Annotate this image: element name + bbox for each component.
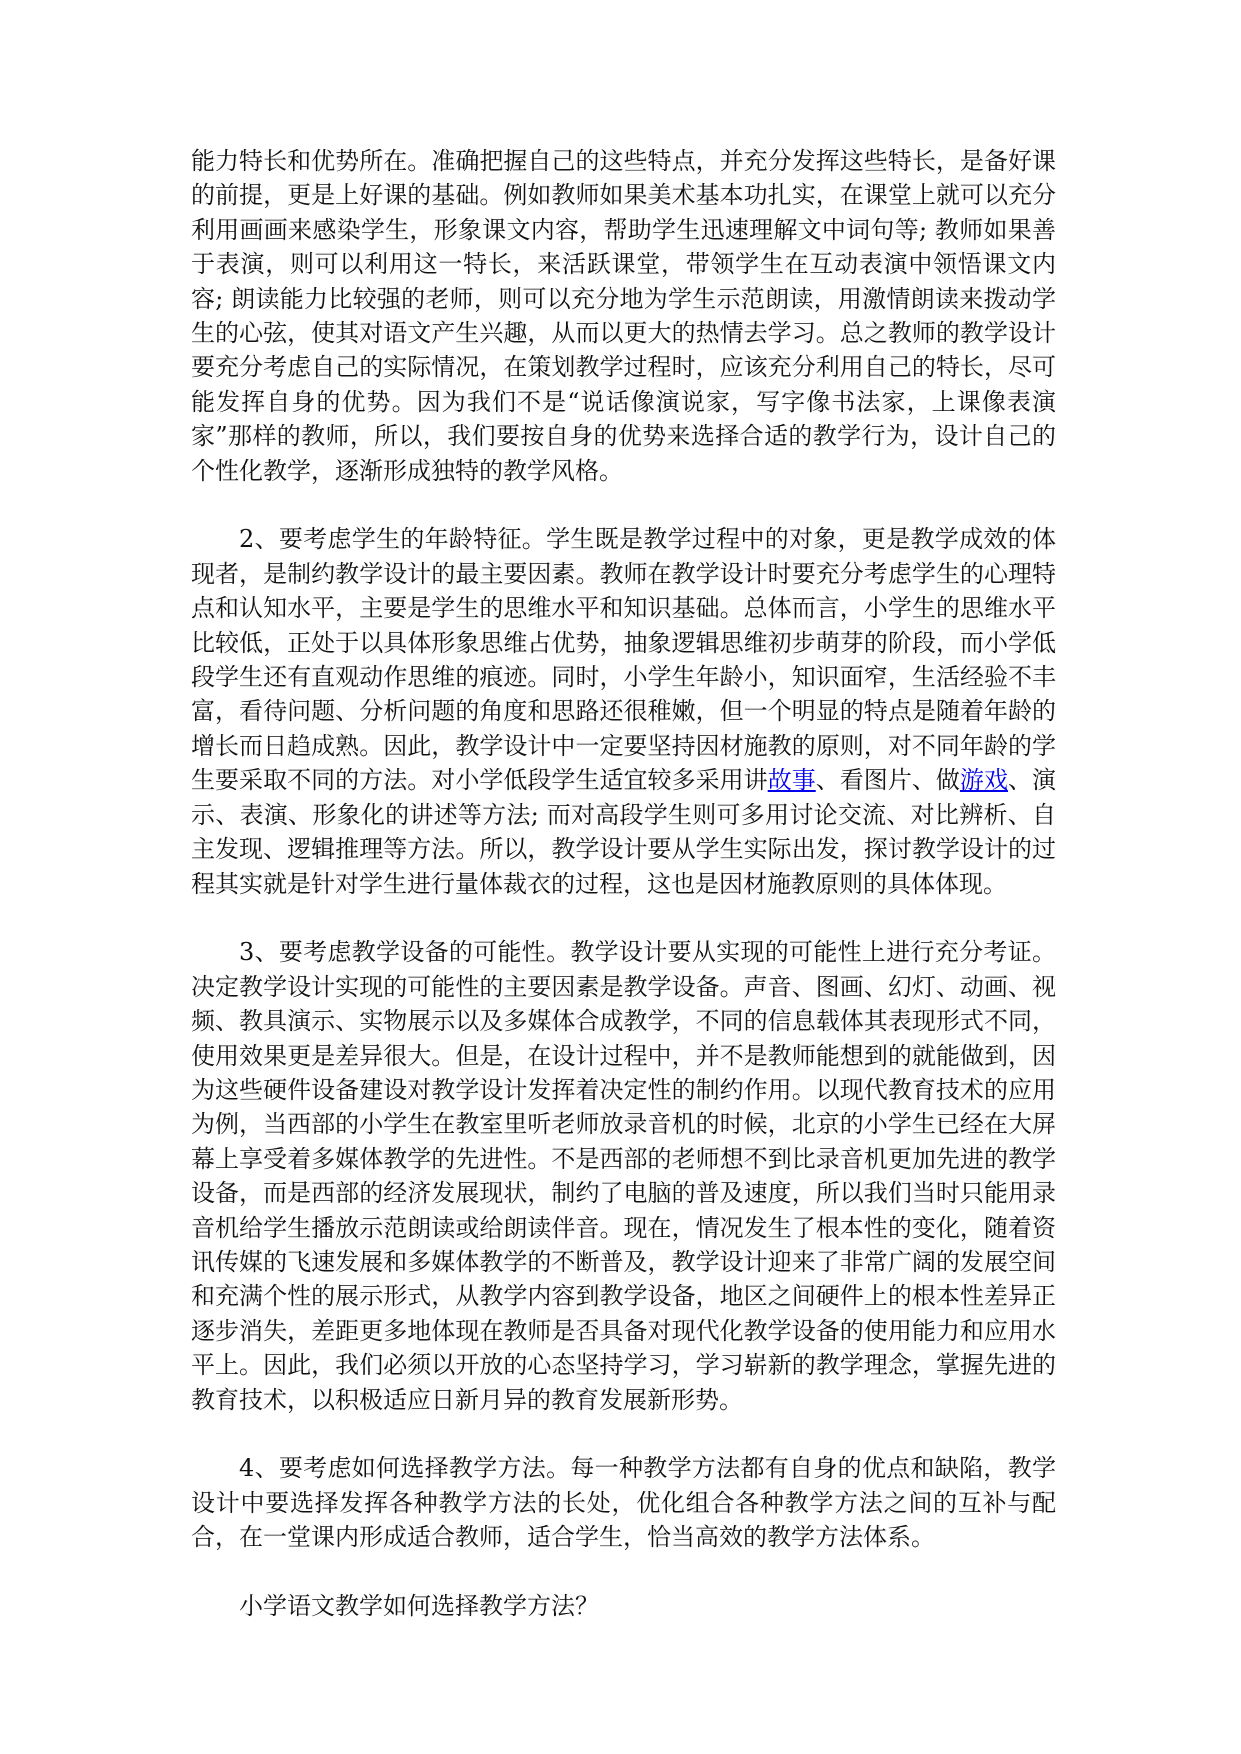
paragraph-teaching-methods: 4、要考虑如何选择教学方法。每一种教学方法都有自身的优点和缺陷，教学设计中要选择发挥各种教学方法的长处，优化组合各种教学方法之间的互补与配合，在一堂课内形成适合教师，适合学生，恰当高效的教学方法体系。 (191, 1454, 1056, 1552)
paragraph-text-segment: 2、要考虑学生的年龄特征。学生既是教学过程中的对象，更是教学成效的体现者，是制约教学设计的最主要因素。教师在教学设计时要充分考虑学生的心理特点和认知水平，主要是学生的思维水平和知识基础。总体而言，小学生的思维水平比较低，正处于以具体形象思维占优势，抽象逻辑思维初步萌芽的阶段，而小学低段学生还有直观动作思维的痕迹。同时，小学生年龄小，知识面窄，生活经验不丰富，看待问题、分析问题的角度和思路还很稚嫩，但一个明显的特点是随着年龄的增长而日趋成熟。因此，教学设计中一定要坚持因材施教的原则，对不同年龄的学生要采取不同的方法。对小学低段学生适宜较多采用讲 (191, 525, 1056, 795)
paragraph-teacher-strengths: 能力特长和优势所在。准确把握自己的这些特点，并充分发挥这些特长，是备好课的前提，更是上好课的基础。例如教师如果美术基本功扎实，在课堂上就可以充分利用画画来感染学生，形象课文内容，帮助学生迅速理解文中词句等; 教师如果善于表演，则可以利用这一特长，来活跃课堂，带领学生在互动表演中领悟课文内容; 朗读能力比较强的老师，则可以充分地为学生示范朗读，用激情朗读来拨动学生的心弦，使其对语文产生兴趣，从而以更大的热情去学习。总之教师的教学设计要充分考虑自己的实际情况，在策划教学过程时，应该充分利用自己的特长，尽可能发挥自身的优势。因为我们不是“说话像演说家，写字像书法家，上课像表演家”那样的教师，所以，我们要按自身的优势来选择合适的教学行为，设计自己的个性化教学，逐渐形成独特的教学风格。 (191, 147, 1056, 485)
document-page (191, 144, 1056, 1623)
paragraph-text-segment: 、演示、表演、形象化的讲述等方法; 而对高段学生则可多用讨论交流、对比辨析、自主发现、逻辑推理等方法。所以，教学设计要从学生实际出发，探讨教学设计的过程其实就是针对学生进行量体裁衣的过程，这也是因材施教原则的具体体现。 (191, 766, 1057, 898)
paragraph-student-age (191, 522, 1056, 900)
story-link[interactable]: 故事 (767, 766, 816, 795)
paragraph-teaching-equipment: 3、要考虑教学设备的可能性。教学设计要从实现的可能性上进行充分考证。决定教学设计实现的可能性的主要因素是教学设备。声音、图画、幻灯、动画、视频、教具演示、实物展示以及多媒体合成教学，不同的信息载体其表现形式不同，使用效果更是差异很大。但是，在设计过程中，并不是教师能想到的就能做到，因为这些硬件设备建设对教学设计发挥着决定性的制约作用。以现代教育技术的应用为例，当西部的小学生在教室里听老师放录音机的时候，北京的小学生已经在大屏幕上享受着多媒体教学的先进性。不是西部的老师想不到比录音机更加先进的教学设备，而是西部的经济发展现状，制约了电脑的普及速度，所以我们当时只能用录音机给学生播放示范朗读或给朗读伴音。现在，情况发生了根本性的变化，随着资讯传媒的飞速发展和多媒体教学的不断普及，教学设计迎来了非常广阔的发展空间和充满个性的展示形式，从教学内容到教学设备，地区之间硬件上的根本性差异正逐步消失，差距更多地体现在教师是否具备对现代化教学设备的使用能力和应用水平上。因此，我们必须以开放的心态坚持学习，学习崭新的教学理念，掌握先进的教育技术，以积极适应日新月异的教育发展新形势。 (191, 938, 1056, 1414)
section-question-heading: 小学语文教学如何选择教学方法？ (239, 1592, 599, 1620)
paragraph-text-segment: 、看图片、做 (815, 766, 960, 795)
game-link[interactable]: 游戏 (959, 766, 1008, 795)
